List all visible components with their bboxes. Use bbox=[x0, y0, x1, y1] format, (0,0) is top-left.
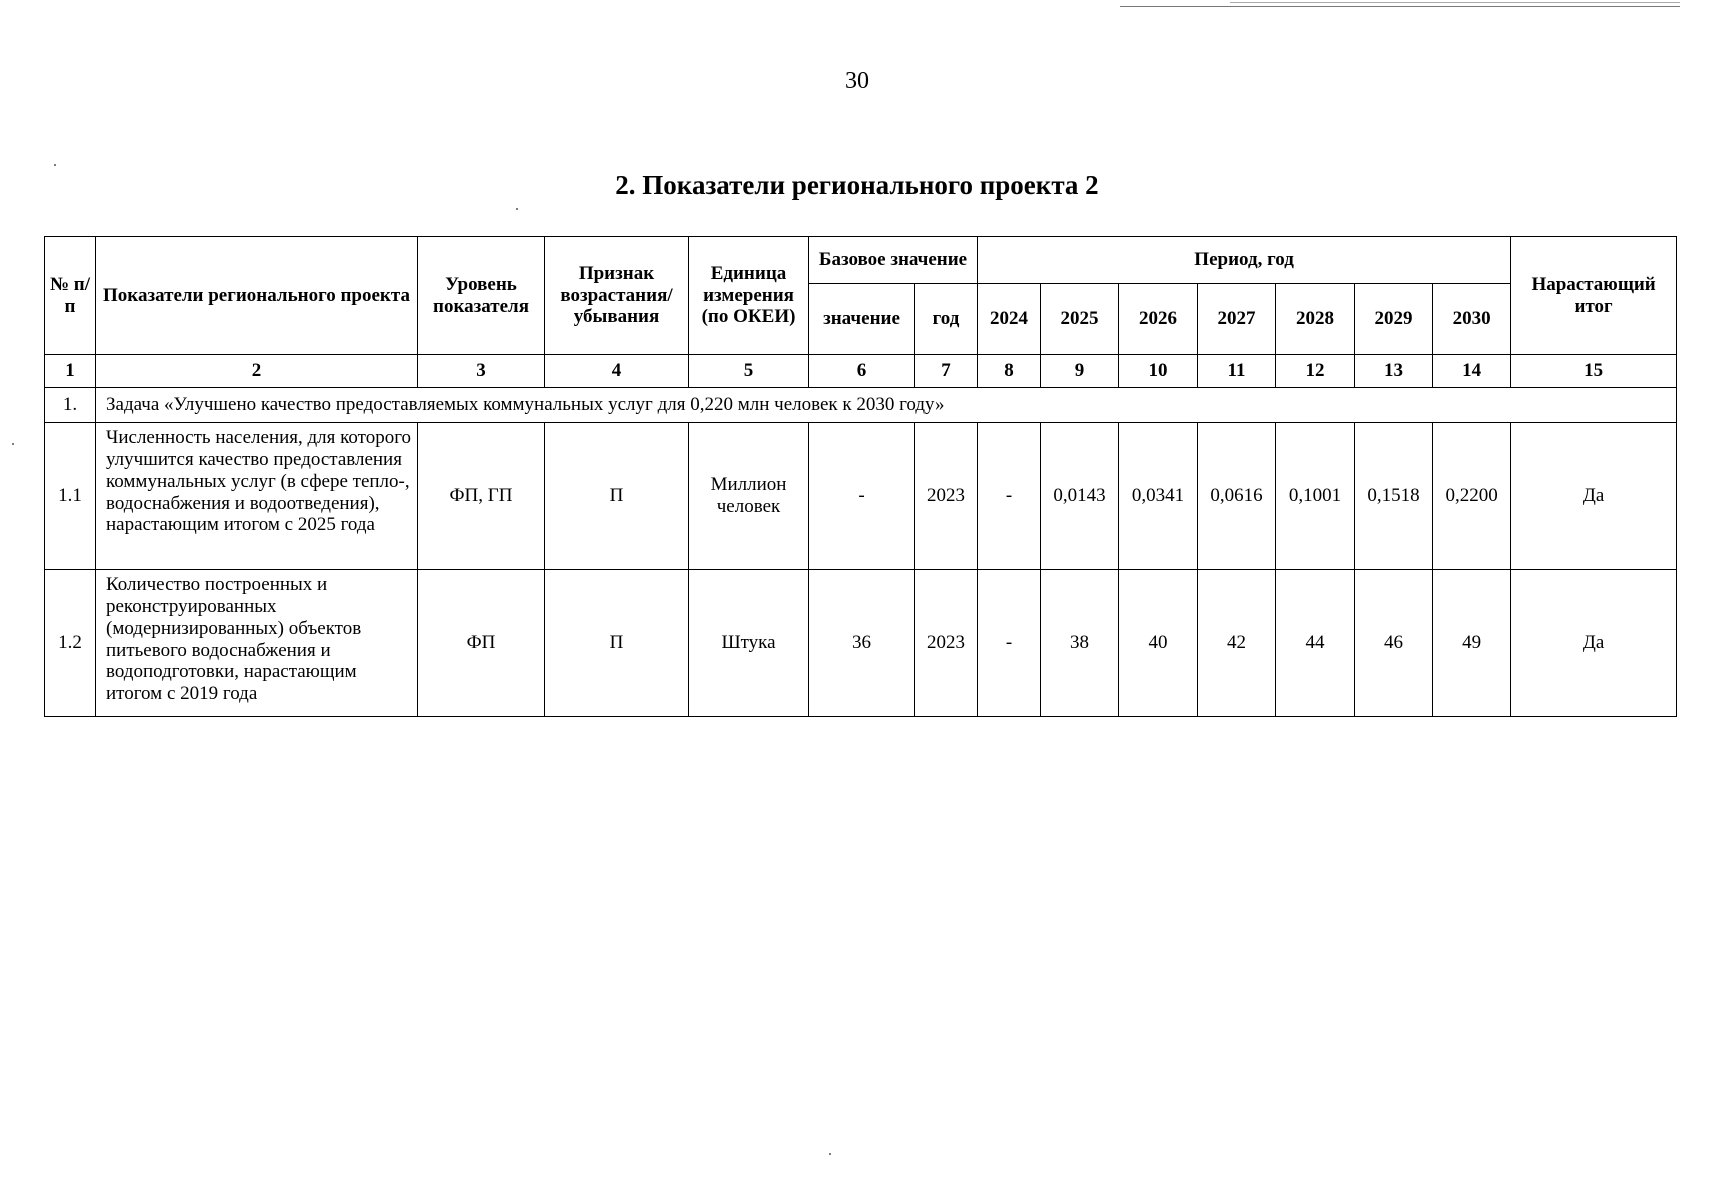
header-year: 2029 bbox=[1355, 284, 1433, 355]
header-sign: Признак возрастания/ убывания bbox=[545, 237, 689, 355]
row-year-value: 42 bbox=[1198, 570, 1276, 717]
row-num: 1.2 bbox=[45, 570, 96, 717]
header-year: 2024 bbox=[978, 284, 1041, 355]
row-year-value: 0,1518 bbox=[1355, 423, 1433, 570]
header-year: 2030 bbox=[1433, 284, 1511, 355]
row-indicator-name: Численность населения, для которого улучшится качество предоставления коммунальных услуг (в сфере тепло-, водоснабжения и водоотведения), нарастающим итогом с 2025 года bbox=[96, 423, 418, 570]
header-year: 2028 bbox=[1276, 284, 1355, 355]
row-year-value: 44 bbox=[1276, 570, 1355, 717]
row-year-value: 49 bbox=[1433, 570, 1511, 717]
column-number-row bbox=[45, 355, 1677, 388]
column-number: 3 bbox=[418, 355, 545, 388]
row-indicator-name: Количество построенных и реконструированных (модернизированных) объектов питьевого водоснабжения и водоподготовки, нарастающим итогом с 2019 года bbox=[96, 570, 418, 717]
row-cumulative: Да bbox=[1511, 570, 1677, 717]
scan-speck bbox=[12, 443, 14, 445]
column-number: 1 bbox=[45, 355, 96, 388]
header-base: Базовое значение bbox=[809, 237, 978, 284]
header-indicator: Показатели регионального проекта bbox=[96, 237, 418, 355]
header-year: 2027 bbox=[1198, 284, 1276, 355]
column-number: 4 bbox=[545, 355, 689, 388]
row-year-value: 38 bbox=[1041, 570, 1119, 717]
column-number: 11 bbox=[1198, 355, 1276, 388]
scan-speck bbox=[516, 208, 518, 210]
column-number: 14 bbox=[1433, 355, 1511, 388]
row-year-value: 46 bbox=[1355, 570, 1433, 717]
row-year-value: 0,2200 bbox=[1433, 423, 1511, 570]
row-base-year: 2023 bbox=[915, 570, 978, 717]
row-year-value: - bbox=[978, 423, 1041, 570]
row-base-year: 2023 bbox=[915, 423, 978, 570]
task-text: Задача «Улучшено качество предоставляемых коммунальных услуг для 0,220 млн человек к 2030 году» bbox=[96, 388, 1677, 423]
scan-speck bbox=[829, 1153, 831, 1155]
column-number: 13 bbox=[1355, 355, 1433, 388]
row-base-value: 36 bbox=[809, 570, 915, 717]
header-base-value: значение bbox=[809, 284, 915, 355]
column-number: 9 bbox=[1041, 355, 1119, 388]
column-number: 6 bbox=[809, 355, 915, 388]
scan-speck bbox=[54, 164, 56, 166]
column-number: 2 bbox=[96, 355, 418, 388]
row-cumulative: Да bbox=[1511, 423, 1677, 570]
column-number: 12 bbox=[1276, 355, 1355, 388]
row-year-value: 0,0341 bbox=[1119, 423, 1198, 570]
row-level: ФП bbox=[418, 570, 545, 717]
task-row bbox=[45, 388, 1677, 423]
column-number: 7 bbox=[915, 355, 978, 388]
column-number: 15 bbox=[1511, 355, 1677, 388]
table-row bbox=[45, 570, 1677, 717]
column-number: 10 bbox=[1119, 355, 1198, 388]
header-num: № п/п bbox=[45, 237, 96, 355]
row-year-value: 0,0616 bbox=[1198, 423, 1276, 570]
header-period: Период, год bbox=[978, 237, 1511, 284]
column-number: 8 bbox=[978, 355, 1041, 388]
header-year: 2026 bbox=[1119, 284, 1198, 355]
row-num: 1.1 bbox=[45, 423, 96, 570]
top-scan-line-faint bbox=[1230, 2, 1680, 3]
row-base-value: - bbox=[809, 423, 915, 570]
header-row bbox=[45, 237, 1677, 284]
top-scan-line bbox=[1120, 6, 1680, 7]
header-level: Уровень показателя bbox=[418, 237, 545, 355]
row-unit: Миллион человек bbox=[689, 423, 809, 570]
row-unit: Штука bbox=[689, 570, 809, 717]
header-unit: Единица измерения (по ОКЕИ) bbox=[689, 237, 809, 355]
row-year-value: 0,1001 bbox=[1276, 423, 1355, 570]
header-cumulative: Нарастающий итог bbox=[1511, 237, 1677, 355]
indicators-table bbox=[44, 236, 1677, 717]
row-year-value: 40 bbox=[1119, 570, 1198, 717]
row-level: ФП, ГП bbox=[418, 423, 545, 570]
row-year-value: - bbox=[978, 570, 1041, 717]
column-number: 5 bbox=[689, 355, 809, 388]
table-row bbox=[45, 423, 1677, 570]
header-year: 2025 bbox=[1041, 284, 1119, 355]
row-sign: П bbox=[545, 423, 689, 570]
page-number: 30 bbox=[845, 68, 869, 94]
page-title: 2. Показатели регионального проекта 2 bbox=[615, 170, 1099, 200]
row-sign: П bbox=[545, 570, 689, 717]
header-base-year: год bbox=[915, 284, 978, 355]
row-year-value: 0,0143 bbox=[1041, 423, 1119, 570]
task-num: 1. bbox=[45, 388, 96, 423]
